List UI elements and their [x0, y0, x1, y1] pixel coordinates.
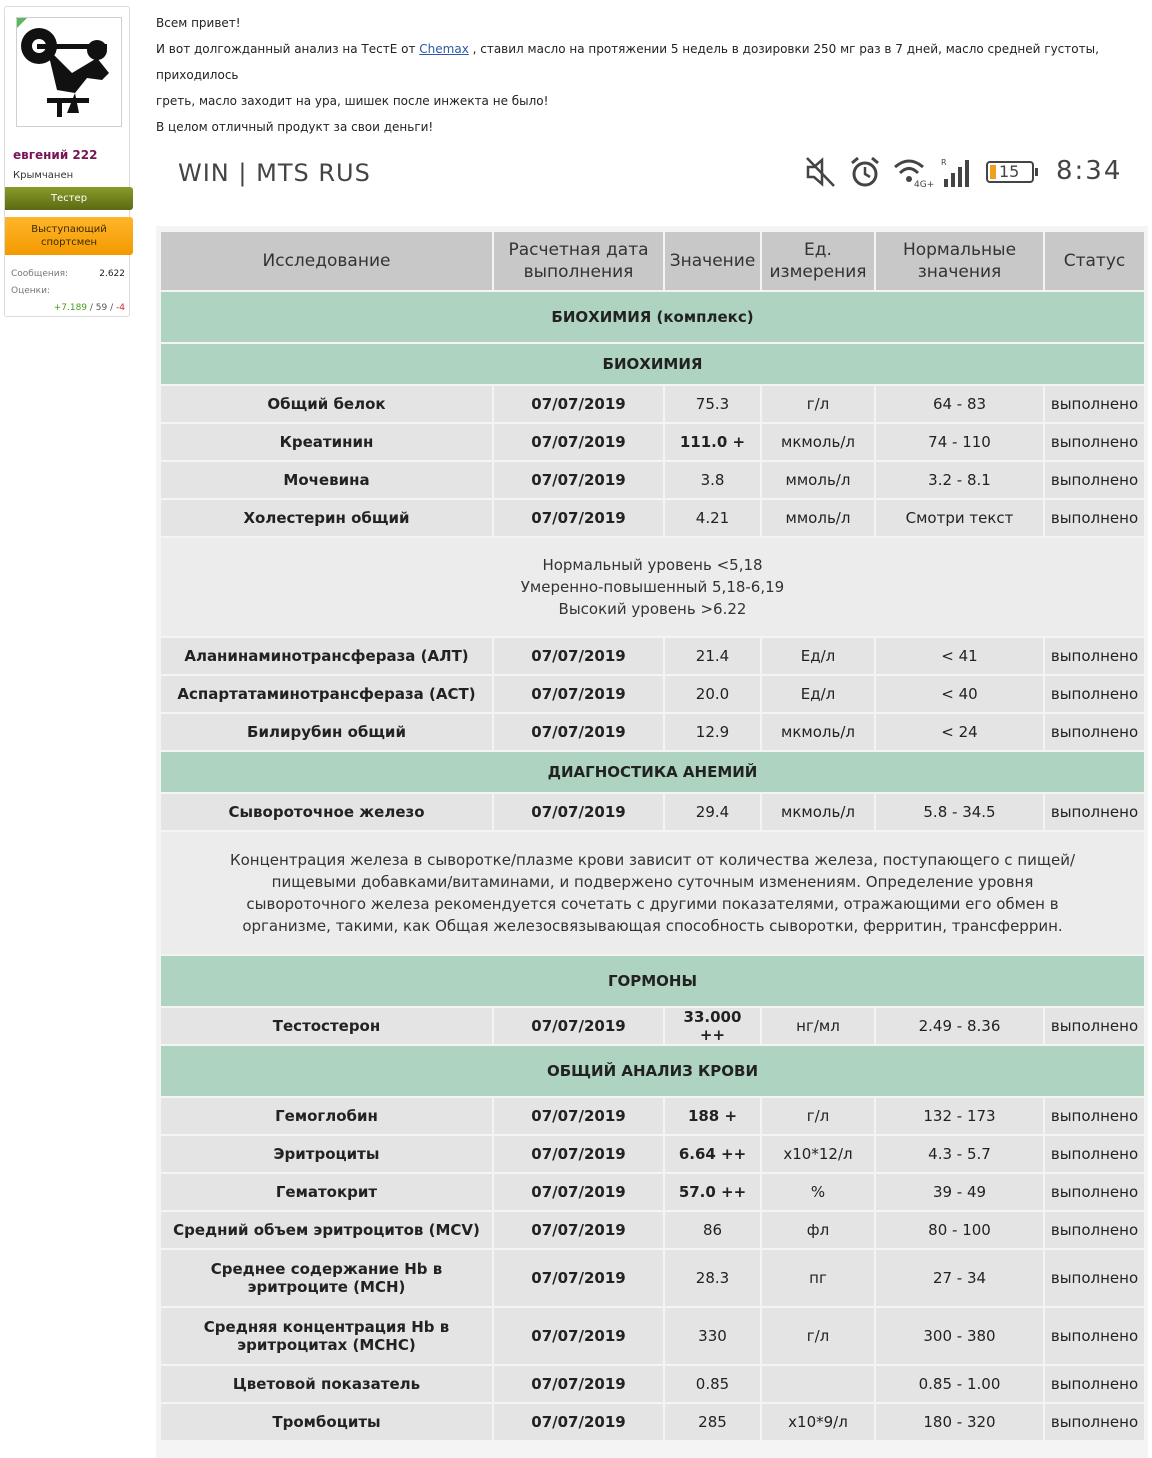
section-row: [160, 291, 1145, 343]
cell-status: выполнено: [1044, 1211, 1145, 1249]
table-row[interactable]: [160, 1365, 1145, 1403]
cell-status: выполнено: [1044, 713, 1145, 751]
cell-value: 21.4: [664, 637, 761, 675]
cell-norm: 3.2 - 8.1: [875, 461, 1044, 499]
cell-status: выполнено: [1044, 499, 1145, 537]
chemax-link[interactable]: Chemax: [419, 42, 469, 56]
table-row[interactable]: [160, 1403, 1145, 1441]
header-norm: Нормальные значения: [875, 231, 1044, 291]
cell-value: 33.000 ++: [664, 1007, 761, 1045]
cell-date: 07/07/2019: [493, 675, 664, 713]
table-row[interactable]: [160, 1097, 1145, 1135]
cell-norm: Смотри текст: [875, 499, 1044, 537]
cell-value: 6.64 ++: [664, 1135, 761, 1173]
cell-value: 20.0: [664, 675, 761, 713]
cell-norm: 5.8 - 34.5: [875, 793, 1044, 831]
note-text: [160, 831, 1145, 955]
post-line: Всем привет!: [156, 16, 241, 30]
cell-status: выполнено: [1044, 423, 1145, 461]
cell-norm: 2.49 - 8.36: [875, 1007, 1044, 1045]
username-link[interactable]: евгений 222: [13, 148, 98, 162]
cell-norm: 64 - 83: [875, 385, 1044, 423]
lab-results-table: [159, 230, 1146, 1442]
cell-date: 07/07/2019: [493, 1365, 664, 1403]
clock: 8:34: [1056, 156, 1123, 186]
cell-test-name: Мочевина: [160, 461, 493, 499]
cell-date: 07/07/2019: [493, 1307, 664, 1365]
ratings-label: Оценки:: [11, 286, 50, 296]
cell-unit: x10*12/л: [761, 1135, 875, 1173]
cell-unit: фл: [761, 1211, 875, 1249]
signal-icon: [940, 155, 976, 189]
rating-sep: /: [107, 303, 117, 313]
header-test: Исследование: [160, 231, 493, 291]
user-card: [4, 6, 130, 317]
cell-unit: нг/мл: [761, 1007, 875, 1045]
cell-unit: г/л: [761, 1097, 875, 1135]
cell-test-name: Холестерин общий: [160, 499, 493, 537]
table-row[interactable]: [160, 461, 1145, 499]
rating-sep: /: [87, 303, 96, 313]
cell-status: выполнено: [1044, 637, 1145, 675]
alarm-icon: [848, 155, 882, 189]
cell-norm: 0.85 - 1.00: [875, 1365, 1044, 1403]
header-status: Статус: [1044, 231, 1145, 291]
ratings-row: [11, 286, 125, 303]
cell-test-name: Средний объем эритроцитов (MCV): [160, 1211, 493, 1249]
header-date: Расчетная дата выполнения: [493, 231, 664, 291]
cell-status: выполнено: [1044, 461, 1145, 499]
cell-value: 188 +: [664, 1097, 761, 1135]
rating-neutral: 59: [95, 303, 108, 313]
table-row[interactable]: [160, 1307, 1145, 1365]
cell-unit: [761, 1365, 875, 1403]
cell-status: выполнено: [1044, 1007, 1145, 1045]
avatar[interactable]: [16, 17, 122, 127]
messages-row: [11, 269, 125, 286]
header-unit: Ед. измерения: [761, 231, 875, 291]
cell-value: 86: [664, 1211, 761, 1249]
cell-test-name: Гемоглобин: [160, 1097, 493, 1135]
cell-test-name: Тромбоциты: [160, 1403, 493, 1441]
cell-status: выполнено: [1044, 1097, 1145, 1135]
cell-norm: 74 - 110: [875, 423, 1044, 461]
cell-date: 07/07/2019: [493, 637, 664, 675]
cell-test-name: Гематокрит: [160, 1173, 493, 1211]
cell-test-name: Билирубин общий: [160, 713, 493, 751]
post-line: В целом отличный продукт за свои деньги!: [156, 120, 434, 134]
mute-icon: [804, 155, 838, 189]
cell-test-name: Тестостерон: [160, 1007, 493, 1045]
cell-unit: г/л: [761, 1307, 875, 1365]
cell-value: 28.3: [664, 1249, 761, 1307]
cell-date: 07/07/2019: [493, 1211, 664, 1249]
carrier-name: WIN | MTS RUS: [178, 159, 371, 187]
cell-status: выполнено: [1044, 1135, 1145, 1173]
messages-value[interactable]: 2.622: [99, 269, 125, 279]
table-row[interactable]: [160, 385, 1145, 423]
tester-banner: Тестер: [5, 187, 133, 210]
note-row: [160, 831, 1145, 955]
cell-date: 07/07/2019: [493, 385, 664, 423]
post-text: , ставил масло на протяжении 5 недель в дозировки 250 мг раз в 7 дней, масло средней густоты, приходилось: [156, 42, 1099, 82]
table-body: [160, 291, 1145, 1441]
weightlifter-icon: [17, 18, 121, 126]
cell-value: 0.85: [664, 1365, 761, 1403]
cell-date: 07/07/2019: [493, 1403, 664, 1441]
note-line: Нормальный уровень <5,18: [542, 556, 763, 574]
note-line: Высокий уровень >6.22: [558, 600, 747, 618]
cell-status: выполнено: [1044, 1307, 1145, 1365]
user-title: Крымчанен: [13, 170, 74, 181]
network-type: 4G+: [914, 180, 935, 190]
cell-unit: Ед/л: [761, 675, 875, 713]
rating-positive: +7.189: [53, 303, 88, 313]
svg-text:R: R: [941, 158, 947, 167]
cell-unit: ммоль/л: [761, 461, 875, 499]
cell-unit: пг: [761, 1249, 875, 1307]
cell-date: 07/07/2019: [493, 461, 664, 499]
section-title: ГОРМОНЫ: [160, 955, 1145, 1007]
section-row: [160, 751, 1145, 793]
cell-test-name: Среднее содержание Hb в эритроците (MCH): [160, 1249, 493, 1307]
post-text: И вот долгожданный анализ на ТестЕ от: [156, 42, 420, 56]
cell-test-name: Общий белок: [160, 385, 493, 423]
cell-unit: Ед/л: [761, 637, 875, 675]
section-row: [160, 955, 1145, 1007]
cell-date: 07/07/2019: [493, 713, 664, 751]
cell-test-name: Сывороточное железо: [160, 793, 493, 831]
cell-test-name: Цветовой показатель: [160, 1365, 493, 1403]
cell-unit: мкмоль/л: [761, 423, 875, 461]
header-value: Значение: [664, 231, 761, 291]
cell-date: 07/07/2019: [493, 423, 664, 461]
cell-value: 111.0 +: [664, 423, 761, 461]
cell-unit: ммоль/л: [761, 499, 875, 537]
battery-icon: [986, 161, 1034, 183]
rating-negative: -4: [116, 303, 125, 313]
cell-unit: %: [761, 1173, 875, 1211]
cell-date: 07/07/2019: [493, 1135, 664, 1173]
cell-test-name: Креатинин: [160, 423, 493, 461]
cell-test-name: Средняя концентрация Hb в эритроцитах (MCHC): [160, 1307, 493, 1365]
athlete-banner-text: Выступающий спортсмен: [31, 224, 107, 248]
table-header-row: [160, 231, 1145, 291]
table-row[interactable]: [160, 1173, 1145, 1211]
section-title: ОБЩИЙ АНАЛИЗ КРОВИ: [160, 1045, 1145, 1097]
user-stats: [11, 269, 125, 313]
cell-norm: < 40: [875, 675, 1044, 713]
cell-status: выполнено: [1044, 793, 1145, 831]
cell-unit: г/л: [761, 385, 875, 423]
athlete-banner: [5, 217, 133, 255]
table-row[interactable]: [160, 675, 1145, 713]
note-text: [160, 537, 1145, 637]
table-row[interactable]: [160, 423, 1145, 461]
section-title: ДИАГНОСТИКА АНЕМИЙ: [160, 751, 1145, 793]
online-indicator: [17, 18, 27, 28]
table-row[interactable]: [160, 793, 1145, 831]
cell-value: 4.21: [664, 499, 761, 537]
cell-date: 07/07/2019: [493, 499, 664, 537]
phone-status-bar: [156, 136, 1148, 226]
cell-norm: < 41: [875, 637, 1044, 675]
cell-date: 07/07/2019: [493, 1007, 664, 1045]
cell-norm: 27 - 34: [875, 1249, 1044, 1307]
cell-norm: 180 - 320: [875, 1403, 1044, 1441]
cell-norm: 80 - 100: [875, 1211, 1044, 1249]
cell-value: 12.9: [664, 713, 761, 751]
cell-date: 07/07/2019: [493, 1097, 664, 1135]
cell-status: выполнено: [1044, 1403, 1145, 1441]
cell-value: 75.3: [664, 385, 761, 423]
cell-value: 3.8: [664, 461, 761, 499]
cell-value: 29.4: [664, 793, 761, 831]
cell-test-name: Аспартатаминотрансфераза (АСТ): [160, 675, 493, 713]
table-row[interactable]: [160, 1135, 1145, 1173]
note-line: Умеренно-повышенный 5,18-6,19: [520, 578, 785, 596]
section-row: [160, 343, 1145, 385]
cell-date: 07/07/2019: [493, 1249, 664, 1307]
cell-unit: мкмоль/л: [761, 793, 875, 831]
cell-norm: 300 - 380: [875, 1307, 1044, 1365]
cell-norm: 132 - 173: [875, 1097, 1044, 1135]
ratings-values: [11, 303, 125, 313]
status-icons: [804, 154, 1034, 190]
table-row[interactable]: [160, 637, 1145, 675]
cell-norm: 39 - 49: [875, 1173, 1044, 1211]
cell-status: выполнено: [1044, 1173, 1145, 1211]
cell-value: 330: [664, 1307, 761, 1365]
section-row: [160, 1045, 1145, 1097]
cell-norm: 4.3 - 5.7: [875, 1135, 1044, 1173]
cell-norm: < 24: [875, 713, 1044, 751]
cell-test-name: Аланинаминотрансфераза (АЛТ): [160, 637, 493, 675]
battery-level: 15: [999, 162, 1020, 181]
table-row[interactable]: [160, 499, 1145, 537]
table-row[interactable]: [160, 713, 1145, 751]
post-line: [156, 36, 1146, 88]
note-line: Концентрация железа в сыворотке/плазме крови зависит от количества железа, поступающего с пищей/пищевыми добавками/витаминами, и подвержено суточным изменениям. Определение уровня сывороточного железа рекомендуется сочетать с другими показателями, отражающими его обмен в организме, такими, как Общая железосвязывающая способность сыворотки, ферритин, трансферрин.: [229, 851, 1076, 935]
lab-results-screenshot[interactable]: [156, 136, 1148, 1458]
cell-status: выполнено: [1044, 1365, 1145, 1403]
messages-label: Сообщения:: [11, 269, 69, 279]
wifi-icon: [892, 155, 935, 190]
section-title: БИОХИМИЯ: [160, 343, 1145, 385]
cell-status: выполнено: [1044, 1249, 1145, 1307]
cell-unit: x10*9/л: [761, 1403, 875, 1441]
cell-status: выполнено: [1044, 675, 1145, 713]
post-line: греть, масло заходит на ура, шишек после инжекта не было!: [156, 94, 549, 108]
cell-value: 285: [664, 1403, 761, 1441]
cell-value: 57.0 ++: [664, 1173, 761, 1211]
section-title: БИОХИМИЯ (комплекс): [160, 291, 1145, 343]
cell-date: 07/07/2019: [493, 793, 664, 831]
table-row[interactable]: [160, 1211, 1145, 1249]
note-row: [160, 537, 1145, 637]
table-row[interactable]: [160, 1007, 1145, 1045]
table-row[interactable]: [160, 1249, 1145, 1307]
cell-unit: мкмоль/л: [761, 713, 875, 751]
cell-status: выполнено: [1044, 385, 1145, 423]
cell-test-name: Эритроциты: [160, 1135, 493, 1173]
cell-date: 07/07/2019: [493, 1173, 664, 1211]
